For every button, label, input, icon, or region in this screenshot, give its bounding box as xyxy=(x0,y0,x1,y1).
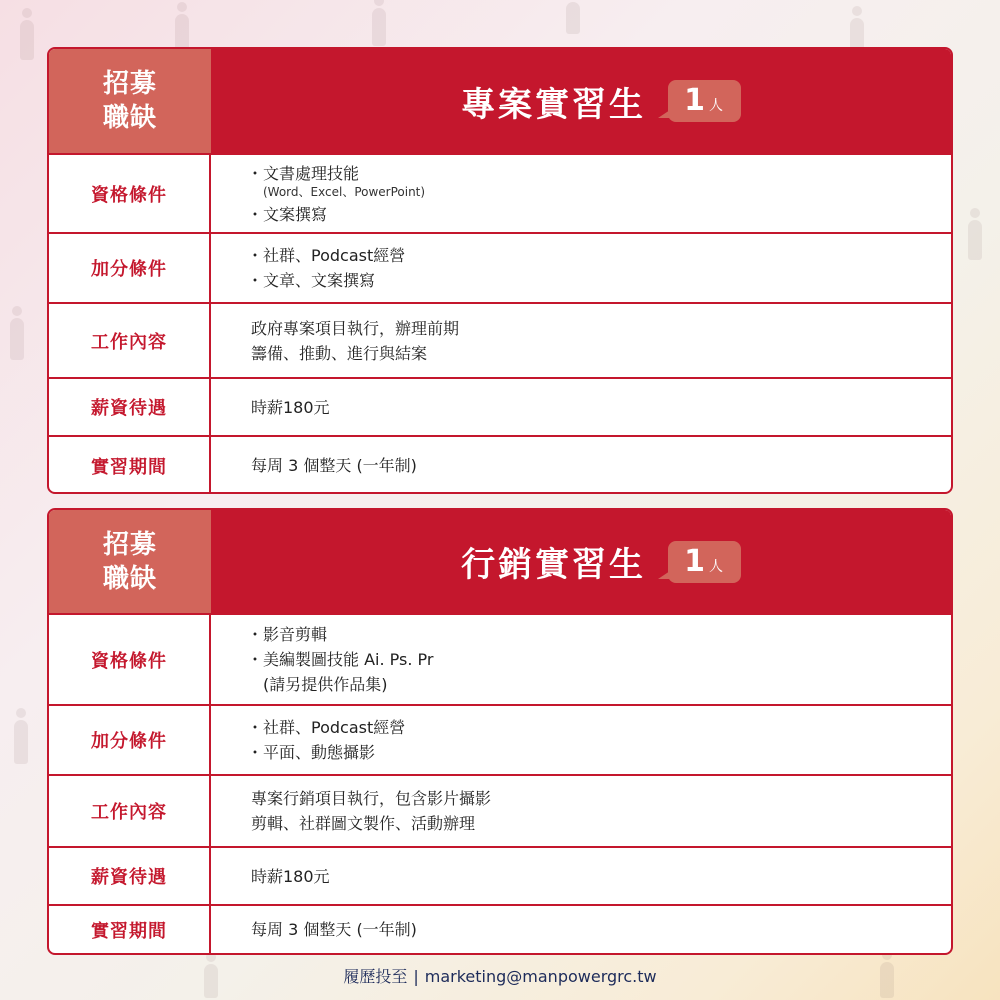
headcount-unit: 人 xyxy=(708,98,723,114)
row-label: 薪資待遇 xyxy=(49,848,211,904)
background-figure xyxy=(14,720,28,764)
recruit-label-line: 職缺 xyxy=(102,103,157,133)
headcount-badge xyxy=(668,541,741,583)
list-item: ・ 文書處理技能 xyxy=(251,161,951,186)
text-line: 時薪180元 xyxy=(251,866,330,886)
text-line: 籌備、推動、進行與結案 xyxy=(251,343,428,363)
recruit-label xyxy=(49,510,211,613)
recruit-label-line: 職缺 xyxy=(102,563,157,594)
text-line: 專案行銷項目執行，包含影片攝影 xyxy=(251,789,492,808)
row-salary xyxy=(49,846,951,904)
text-line: 政府專案項目執行，辦理前期 xyxy=(251,318,460,338)
list-item: ・ 美編製圖技能 Ai. Ps. Pr xyxy=(251,647,951,672)
text-line: 每周 3 個整天 (一年制) xyxy=(251,456,417,475)
job-title-bar xyxy=(211,510,951,613)
resume-submission-footer xyxy=(0,964,1000,987)
footer-separator: | xyxy=(413,967,419,986)
background-figure xyxy=(372,8,386,46)
row-salary xyxy=(49,377,951,435)
headcount-unit: 人 xyxy=(708,558,723,575)
list-item: ・ 社群、Podcast經營 xyxy=(251,243,951,268)
background-figure xyxy=(566,2,580,34)
row-job-description xyxy=(49,774,951,846)
row-content xyxy=(211,776,951,846)
job-title: 專案實習生 xyxy=(461,84,647,125)
job-card-header xyxy=(49,510,951,613)
job-card-header xyxy=(49,49,951,153)
row-label: 實習期間 xyxy=(49,906,211,953)
list-item: ・ 影音剪輯 xyxy=(251,622,951,647)
row-qualifications xyxy=(49,613,951,704)
row-label: 薪資待遇 xyxy=(49,379,211,435)
text-line: 剪輯、社群圖文製作、活動辦理 xyxy=(251,814,476,833)
row-label: 實習期間 xyxy=(49,437,211,494)
footer-label: 履歷投至 xyxy=(343,967,408,986)
row-internship-period xyxy=(49,435,951,494)
row-label: 工作內容 xyxy=(49,304,211,377)
headcount-number: 1 xyxy=(684,543,705,579)
background-figure xyxy=(20,20,34,60)
background-figure xyxy=(175,14,189,50)
row-job-description xyxy=(49,302,951,377)
headcount-number: 1 xyxy=(684,83,705,118)
list-item: ・ 文章、文案撰寫 xyxy=(251,268,951,293)
row-content xyxy=(211,234,951,302)
row-content xyxy=(211,155,951,232)
row-content xyxy=(211,437,951,494)
row-label: 資格條件 xyxy=(49,155,211,232)
row-bonus-qualifications xyxy=(49,232,951,302)
row-content xyxy=(211,304,951,377)
row-label: 加分條件 xyxy=(49,706,211,774)
job-title: 行銷實習生 xyxy=(461,545,647,585)
row-qualifications xyxy=(49,153,951,232)
job-title-bar xyxy=(211,49,951,153)
text-line: 時薪180元 xyxy=(251,397,330,417)
row-label: 資格條件 xyxy=(49,615,211,704)
row-label: 工作內容 xyxy=(49,776,211,846)
recruit-label-line: 招募 xyxy=(102,529,157,560)
recruit-label-line: 招募 xyxy=(102,69,157,99)
row-content xyxy=(211,706,951,774)
recruit-label xyxy=(49,49,211,153)
background-figure xyxy=(968,220,982,260)
list-item-note: (請另提供作品集) xyxy=(263,675,388,694)
text-line: 每周 3 個整天 (一年制) xyxy=(251,920,417,939)
row-label: 加分條件 xyxy=(49,234,211,302)
background-figure xyxy=(10,318,24,360)
list-item: ・ 社群、Podcast經營 xyxy=(251,715,951,740)
row-content xyxy=(211,379,951,435)
job-card-marketing-intern xyxy=(47,508,953,955)
row-internship-period xyxy=(49,904,951,953)
list-item-note: (Word、Excel、PowerPoint) xyxy=(263,184,426,199)
job-card-project-intern xyxy=(47,47,953,494)
headcount-badge xyxy=(668,80,741,122)
row-bonus-qualifications xyxy=(49,704,951,774)
row-content xyxy=(211,906,951,953)
row-content xyxy=(211,848,951,904)
contact-email-link[interactable]: marketing@manpowergrc.tw xyxy=(424,967,657,986)
list-item: ・ 文案撰寫 xyxy=(251,202,951,227)
list-item: ・ 平面、動態攝影 xyxy=(251,740,951,765)
row-content xyxy=(211,615,951,704)
